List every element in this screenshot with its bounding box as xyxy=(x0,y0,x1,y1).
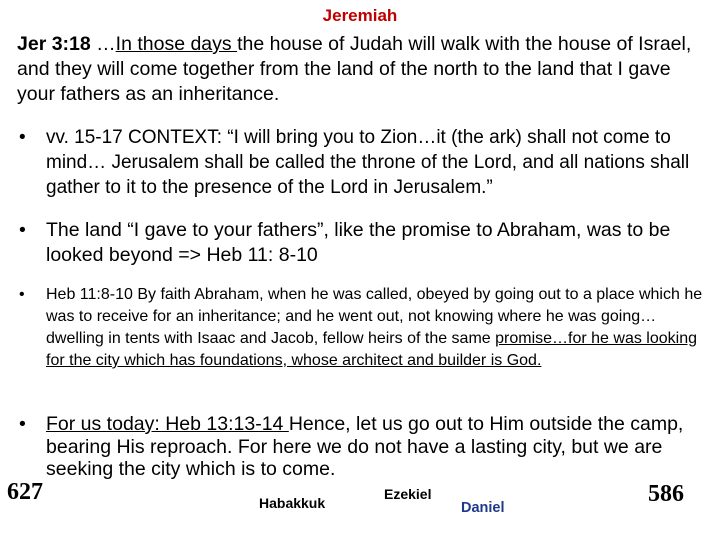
bullet-land xyxy=(19,218,709,268)
verse-ellipsis: … xyxy=(90,33,116,55)
bullet-text: The land “I gave to your fathers”, like the promise to Abraham, was to be looked beyond => Heb 11: 8-10 xyxy=(46,219,671,266)
bullet-text: vv. 15-17 CONTEXT: “I will bring you to Zion…it (the ark) shall not come to mind… Jerusalem shall be called the throne of the Lord, and all nations shall gather to it to the presence of the Lord in Jerusalem.” xyxy=(46,127,690,198)
timeline-end-year: 586 xyxy=(648,481,684,507)
bullet-dot: • xyxy=(19,286,25,303)
bullet-text xyxy=(46,413,709,481)
bullet-plain-text: Heb 11:8-10 By faith Abraham, when he was called, obeyed by going out to a place which he was to receive for an inheritance; and he went out, not knowing where he was going…dwelling in tents with Isaac and Jacob, fellow heirs of the same xyxy=(46,286,703,347)
bullet-text xyxy=(46,284,709,372)
bullet-dot: • xyxy=(19,127,26,148)
verse-reference: Jer 3:18 xyxy=(17,33,91,55)
bullet-dot: • xyxy=(19,413,26,435)
key-verse xyxy=(17,32,707,107)
prophet-daniel: Daniel xyxy=(461,500,505,516)
bullet-plain-text: Hence, let us go out to Him outside the camp, bearing His reproach. For here we do not have a lasting city, but we are seeking the city which is to come. xyxy=(46,413,684,480)
bullet-for-us-today xyxy=(19,413,709,481)
verse-underlined-phrase: In those days xyxy=(115,33,238,55)
prophet-ezekiel: Ezekiel xyxy=(384,486,432,502)
bullet-dot: • xyxy=(19,219,26,241)
bullet-underlined-text: promise…for he was looking for the city which has foundations, whose architect and builder is God. xyxy=(46,330,697,369)
bullet-hebrews-11 xyxy=(19,284,709,372)
prophet-habakkuk: Habakkuk xyxy=(259,495,326,511)
timeline-start-year: 627 xyxy=(7,479,43,505)
bullet-context xyxy=(19,125,709,200)
bullet-underlined-text: For us today: Heb 13:13-14 xyxy=(46,413,289,435)
page-title: Jeremiah xyxy=(322,6,398,25)
verse-text: the house of Judah will walk with the house of Israel, and they will come together from the land of the north to the land that I gave your fathers as an inheritance. xyxy=(17,33,692,105)
